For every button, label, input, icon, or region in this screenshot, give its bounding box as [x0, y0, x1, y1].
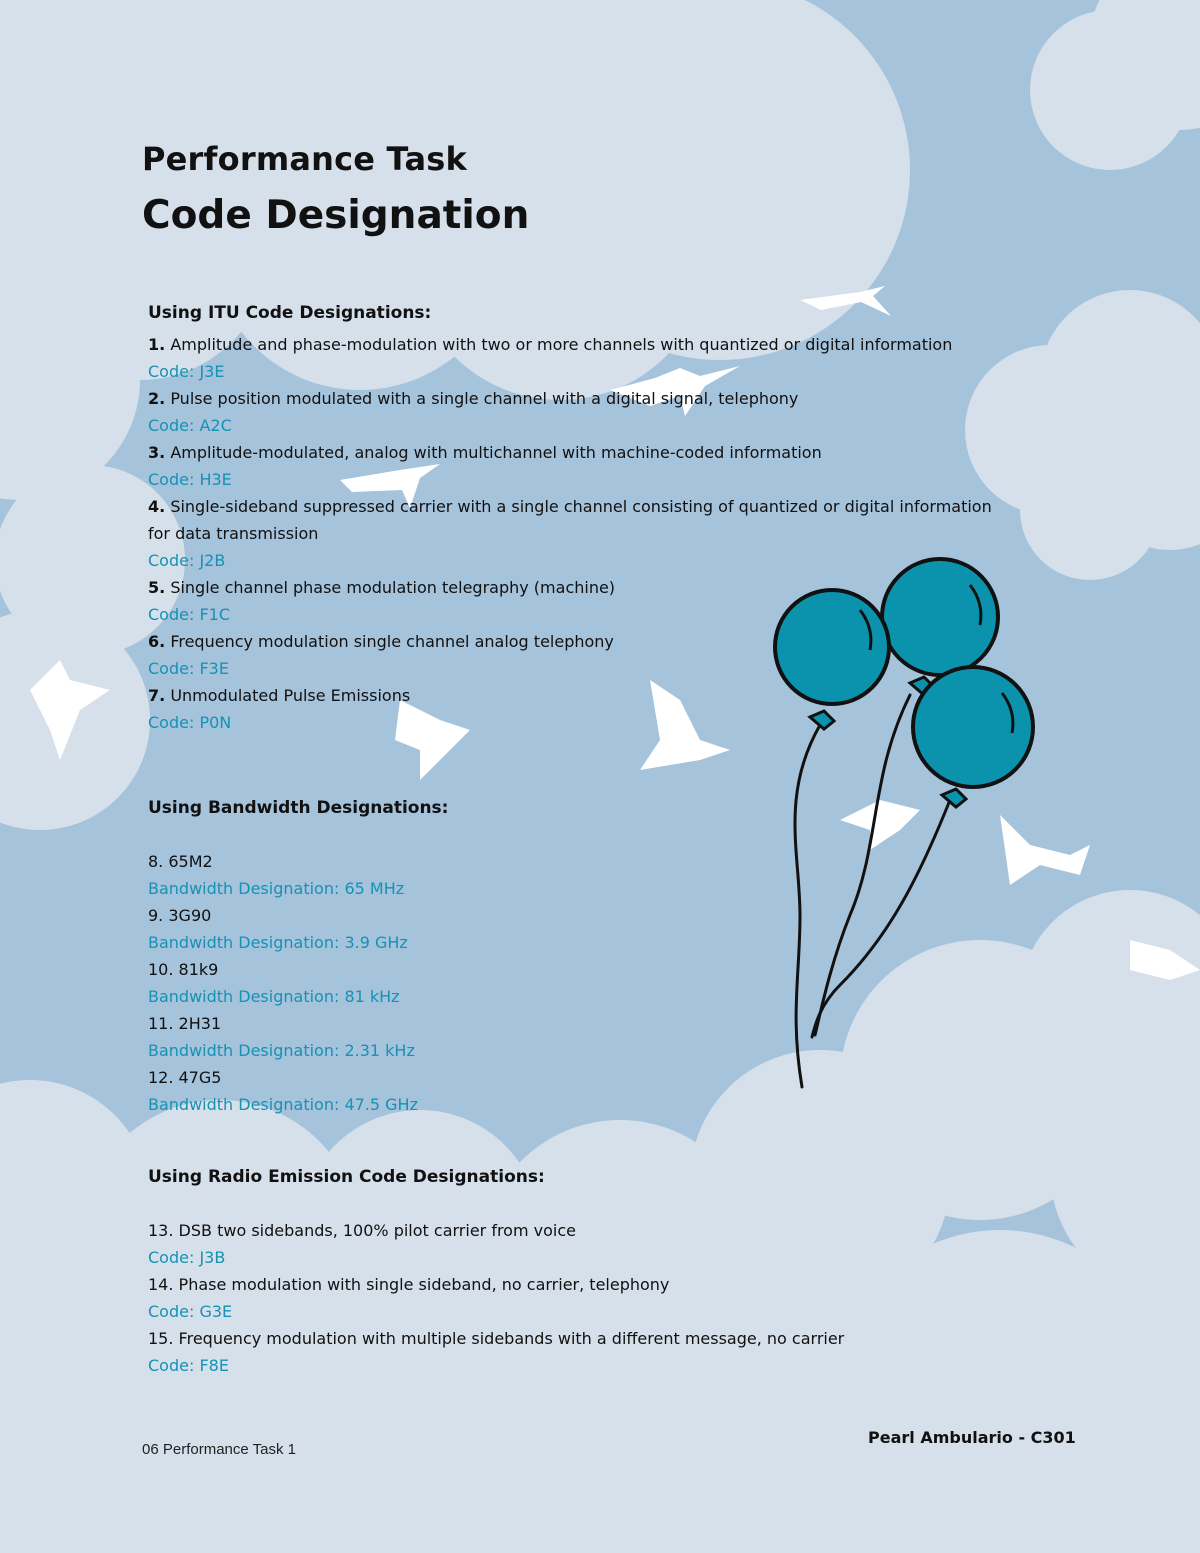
question-item: [148, 902, 1008, 929]
answer-code: Code: F1C: [148, 605, 230, 624]
question-number: 10.: [148, 960, 174, 979]
question-item: [148, 682, 1008, 709]
question-text: Single channel phase modulation telegraphy (machine): [170, 578, 616, 597]
section-bandwidth: [148, 794, 1008, 1118]
question-item: [148, 956, 1008, 983]
question-text: Single-sideband suppressed carrier with a single channel consisting of quantized or digital information for data transmission: [148, 497, 992, 543]
answer-code: Code: J2B: [148, 551, 226, 570]
section-heading: Using ITU Code Designations:: [148, 303, 432, 323]
question-item: [148, 848, 1008, 875]
footer-page-label: 06 Performance Task 1: [142, 1441, 296, 1458]
section-radio-emission: [148, 1163, 1008, 1379]
question-number: 13.: [148, 1221, 174, 1240]
answer-code: Code: F3E: [148, 659, 229, 678]
question-number: 5.: [148, 578, 166, 597]
footer-author: Pearl Ambulario - C301: [868, 1428, 1076, 1447]
answer-bandwidth: Bandwidth Designation: 2.31 kHz: [148, 1041, 415, 1060]
answer-bandwidth: Bandwidth Designation: 3.9 GHz: [148, 933, 408, 952]
question-number: 2.: [148, 389, 166, 408]
question-text: Unmodulated Pulse Emissions: [170, 686, 411, 705]
question-number: 8.: [148, 852, 164, 871]
question-number: 15.: [148, 1329, 174, 1348]
question-number: 3.: [148, 443, 166, 462]
answer-code: Code: A2C: [148, 416, 232, 435]
answer-bandwidth: Bandwidth Designation: 65 MHz: [148, 879, 405, 898]
question-number: 14.: [148, 1275, 174, 1294]
question-text: 47G5: [178, 1068, 222, 1087]
question-text: Frequency modulation with multiple sidebands with a different message, no carrier: [178, 1329, 845, 1348]
question-text: DSB two sidebands, 100% pilot carrier from voice: [178, 1221, 576, 1240]
question-item: [148, 1010, 1008, 1037]
question-item: [148, 1064, 1008, 1091]
section-heading: Using Radio Emission Code Designations:: [148, 1167, 545, 1187]
question-item: [148, 1271, 1008, 1298]
question-number: 1.: [148, 335, 166, 354]
question-text: Frequency modulation single channel analog telephony: [170, 632, 614, 651]
question-number: 11.: [148, 1014, 174, 1033]
question-item: [148, 628, 1008, 655]
section-heading: Using Bandwidth Designations:: [148, 798, 449, 818]
question-text: 65M2: [168, 852, 213, 871]
question-item: [148, 1325, 868, 1352]
question-item: [148, 385, 1008, 412]
question-text: Pulse position modulated with a single channel with a digital signal, telephony: [170, 389, 799, 408]
question-number: 9.: [148, 906, 164, 925]
question-item: [148, 574, 1008, 601]
answer-code: Code: G3E: [148, 1302, 233, 1321]
question-text: Amplitude-modulated, analog with multichannel with machine-coded information: [170, 443, 822, 462]
section-itu-codes: [148, 299, 1008, 736]
answer-bandwidth: Bandwidth Designation: 81 kHz: [148, 987, 400, 1006]
question-text: 81k9: [178, 960, 219, 979]
question-text: Phase modulation with single sideband, no carrier, telephony: [178, 1275, 670, 1294]
question-text: 3G90: [168, 906, 212, 925]
question-item: [148, 1217, 1008, 1244]
answer-bandwidth: Bandwidth Designation: 47.5 GHz: [148, 1095, 418, 1114]
question-number: 6.: [148, 632, 166, 651]
question-text: Amplitude and phase-modulation with two or more channels with quantized or digital information: [170, 335, 953, 354]
question-item: [148, 439, 1008, 466]
question-item: [148, 493, 1008, 547]
question-number: 7.: [148, 686, 166, 705]
answer-code: Code: P0N: [148, 713, 232, 732]
question-number: 12.: [148, 1068, 174, 1087]
answer-code: Code: F8E: [148, 1356, 229, 1375]
page-subtitle: Code Designation: [142, 193, 530, 238]
question-number: 4.: [148, 497, 166, 516]
question-text: 2H31: [178, 1014, 222, 1033]
answer-code: Code: J3E: [148, 362, 225, 381]
page-title: Performance Task: [142, 140, 467, 178]
answer-code: Code: J3B: [148, 1248, 226, 1267]
question-item: [148, 331, 1008, 358]
answer-code: Code: H3E: [148, 470, 232, 489]
